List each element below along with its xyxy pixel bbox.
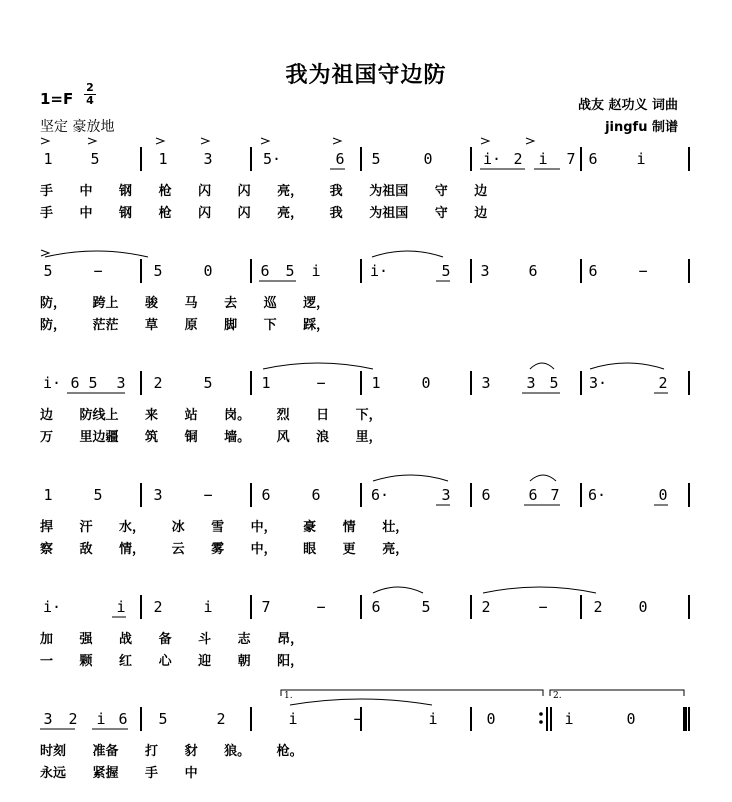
repeat-dot — [539, 720, 543, 724]
slur — [590, 363, 664, 369]
barline — [580, 483, 582, 507]
note: 6 — [371, 598, 381, 616]
lyric-line-1: 边 防线上 来 站 岗。 烈 日 下， — [40, 408, 382, 423]
note: 6 — [311, 486, 321, 504]
note: i — [116, 598, 126, 616]
note: 5 — [371, 150, 381, 168]
barline — [140, 595, 142, 619]
note: 6 — [260, 262, 270, 280]
barline — [360, 371, 362, 395]
note: 3 — [441, 486, 451, 504]
note: i — [428, 710, 438, 728]
note: 3 — [43, 710, 53, 728]
slur — [372, 251, 443, 257]
barline — [550, 707, 552, 731]
note: 6 — [261, 486, 271, 504]
lyric-line-1: 捍 汗 水， 冰 雪 中， 豪 情 壮， — [40, 520, 409, 535]
time-top: 2 — [86, 81, 94, 94]
lyric-line-2: 永远 紧握 手 中 — [40, 766, 198, 781]
note: 3 — [116, 374, 126, 392]
credit-transcriber: jingfu 制谱 — [605, 120, 678, 135]
credit-lyricist-composer: 战友 赵功义 词曲 — [577, 98, 678, 113]
note: − — [93, 262, 103, 280]
note: i — [288, 710, 298, 728]
note: 6· — [370, 486, 390, 504]
barline — [250, 483, 252, 507]
note: 7 — [566, 150, 576, 168]
note: − — [203, 486, 213, 504]
lyric-line-2: 手 中 钢 枪 闪 闪 亮， 我 为祖国 守 边 — [40, 206, 488, 221]
lyric-line-1: 加 强 战 备 斗 志 昂， — [40, 632, 304, 647]
barline — [140, 371, 142, 395]
lyric-line-2: 防， 茫茫 草 原 脚 下 踩， — [40, 318, 330, 333]
note: 1 — [43, 486, 53, 504]
note: 6 — [588, 150, 598, 168]
barline — [360, 147, 362, 171]
note: 5 — [285, 262, 295, 280]
note: 0 — [626, 710, 636, 728]
note: i — [538, 150, 548, 168]
accent-mark — [261, 138, 269, 144]
barline — [688, 371, 690, 395]
volta-2-label: 2. — [553, 691, 562, 701]
volta-2 — [550, 690, 684, 696]
note: 3 — [153, 486, 163, 504]
note: 2 — [593, 598, 603, 616]
barline — [688, 707, 690, 731]
barline — [688, 147, 690, 171]
accent-mark — [481, 138, 489, 144]
note: 6 — [70, 374, 80, 392]
slur — [373, 475, 448, 481]
slur — [373, 587, 423, 593]
barline — [140, 147, 142, 171]
slur — [290, 699, 432, 705]
note: 0 — [486, 710, 496, 728]
note: 5 — [43, 262, 53, 280]
barline — [470, 147, 472, 171]
volta-1-label: 1. — [284, 691, 293, 701]
barline — [470, 483, 472, 507]
barline — [580, 595, 582, 619]
slur — [45, 251, 148, 257]
note: 6 — [588, 262, 598, 280]
accent-mark — [41, 138, 49, 144]
time-signature — [84, 82, 96, 107]
note: i· — [42, 374, 62, 392]
note: 5 — [88, 374, 98, 392]
note: 5 — [549, 374, 559, 392]
note: − — [353, 710, 363, 728]
note: 5 — [153, 262, 163, 280]
barline — [470, 259, 472, 283]
note: i· — [482, 150, 502, 168]
barline — [360, 483, 362, 507]
note: 5· — [262, 150, 282, 168]
note: − — [316, 598, 326, 616]
note: 5 — [203, 374, 213, 392]
note: 3 — [203, 150, 213, 168]
barline — [470, 595, 472, 619]
note: 1 — [261, 374, 271, 392]
lyric-line-2: 一 颗 红 心 迎 朝 阳， — [40, 654, 304, 669]
note: 0 — [423, 150, 433, 168]
note: 1 — [43, 150, 53, 168]
volta-1 — [281, 690, 543, 696]
note: 0 — [421, 374, 431, 392]
note: 6 — [118, 710, 128, 728]
note: 2 — [481, 598, 491, 616]
note: − — [638, 262, 648, 280]
note: i — [203, 598, 213, 616]
barline — [580, 371, 582, 395]
final-barline — [683, 707, 687, 731]
note: 6 — [528, 486, 538, 504]
lyric-line-2: 万 里边疆 筑 铜 墙。 风 浪 里， — [40, 430, 382, 445]
accent-mark — [526, 138, 534, 144]
lyric-line-2: 察 敌 情， 云 雾 中， 眼 更 亮， — [40, 542, 409, 557]
slur — [263, 363, 373, 369]
accent-mark — [156, 138, 164, 144]
note: 3 — [480, 262, 490, 280]
lyric-line-1: 手 中 钢 枪 闪 闪 亮， 我 为祖国 守 边 — [40, 184, 488, 199]
note: 5 — [441, 262, 451, 280]
barline — [360, 595, 362, 619]
note: 3 — [526, 374, 536, 392]
note: i· — [369, 262, 389, 280]
barline — [688, 259, 690, 283]
accent-mark — [333, 138, 341, 144]
note: 3· — [588, 374, 608, 392]
note: 6· — [587, 486, 607, 504]
barline — [250, 147, 252, 171]
barline — [470, 707, 472, 731]
note: 0 — [203, 262, 213, 280]
lyric-line-1: 时刻 准备 打 豺 狼。 枪。 — [40, 744, 303, 759]
barline — [250, 371, 252, 395]
note: 6 — [335, 150, 345, 168]
barline — [470, 371, 472, 395]
note: 2 — [68, 710, 78, 728]
accent-mark — [88, 138, 96, 144]
slur — [530, 363, 554, 369]
note: i· — [42, 598, 62, 616]
note: i — [636, 150, 646, 168]
barline — [250, 707, 252, 731]
note: 1 — [371, 374, 381, 392]
barline — [250, 595, 252, 619]
note: 6 — [528, 262, 538, 280]
note: 7 — [550, 486, 560, 504]
note: 5 — [93, 486, 103, 504]
time-bottom: 4 — [84, 94, 96, 107]
barline — [140, 483, 142, 507]
barline — [688, 483, 690, 507]
barline — [140, 707, 142, 731]
note: 1 — [158, 150, 168, 168]
note: i — [311, 262, 321, 280]
note: i — [96, 710, 106, 728]
barline — [580, 259, 582, 283]
note: − — [538, 598, 548, 616]
note: i — [564, 710, 574, 728]
note: 2 — [153, 598, 163, 616]
accent-mark — [41, 250, 49, 256]
note: 5 — [421, 598, 431, 616]
note: 0 — [638, 598, 648, 616]
note: 2 — [658, 374, 668, 392]
note: − — [316, 374, 326, 392]
key-signature: 1=F — [40, 90, 74, 108]
note: 5 — [90, 150, 100, 168]
note: 2 — [513, 150, 523, 168]
barline — [688, 595, 690, 619]
slur — [530, 475, 556, 481]
note: 2 — [153, 374, 163, 392]
note: 2 — [216, 710, 226, 728]
note: 6 — [481, 486, 491, 504]
repeat-barline — [546, 707, 548, 731]
tempo-marking: 坚定 豪放地 — [40, 119, 115, 135]
barline — [580, 147, 582, 171]
song-title: 我为祖国守边防 — [285, 62, 447, 88]
repeat-dot — [539, 712, 543, 716]
accent-mark — [201, 138, 209, 144]
note: 7 — [261, 598, 271, 616]
lyric-line-1: 防， 跨上 骏 马 去 巡 逻， — [40, 296, 330, 311]
note: 3 — [481, 374, 491, 392]
slur — [483, 587, 596, 593]
barline — [140, 259, 142, 283]
note: 5 — [158, 710, 168, 728]
barline — [250, 259, 252, 283]
barline — [360, 259, 362, 283]
note: 0 — [658, 486, 668, 504]
